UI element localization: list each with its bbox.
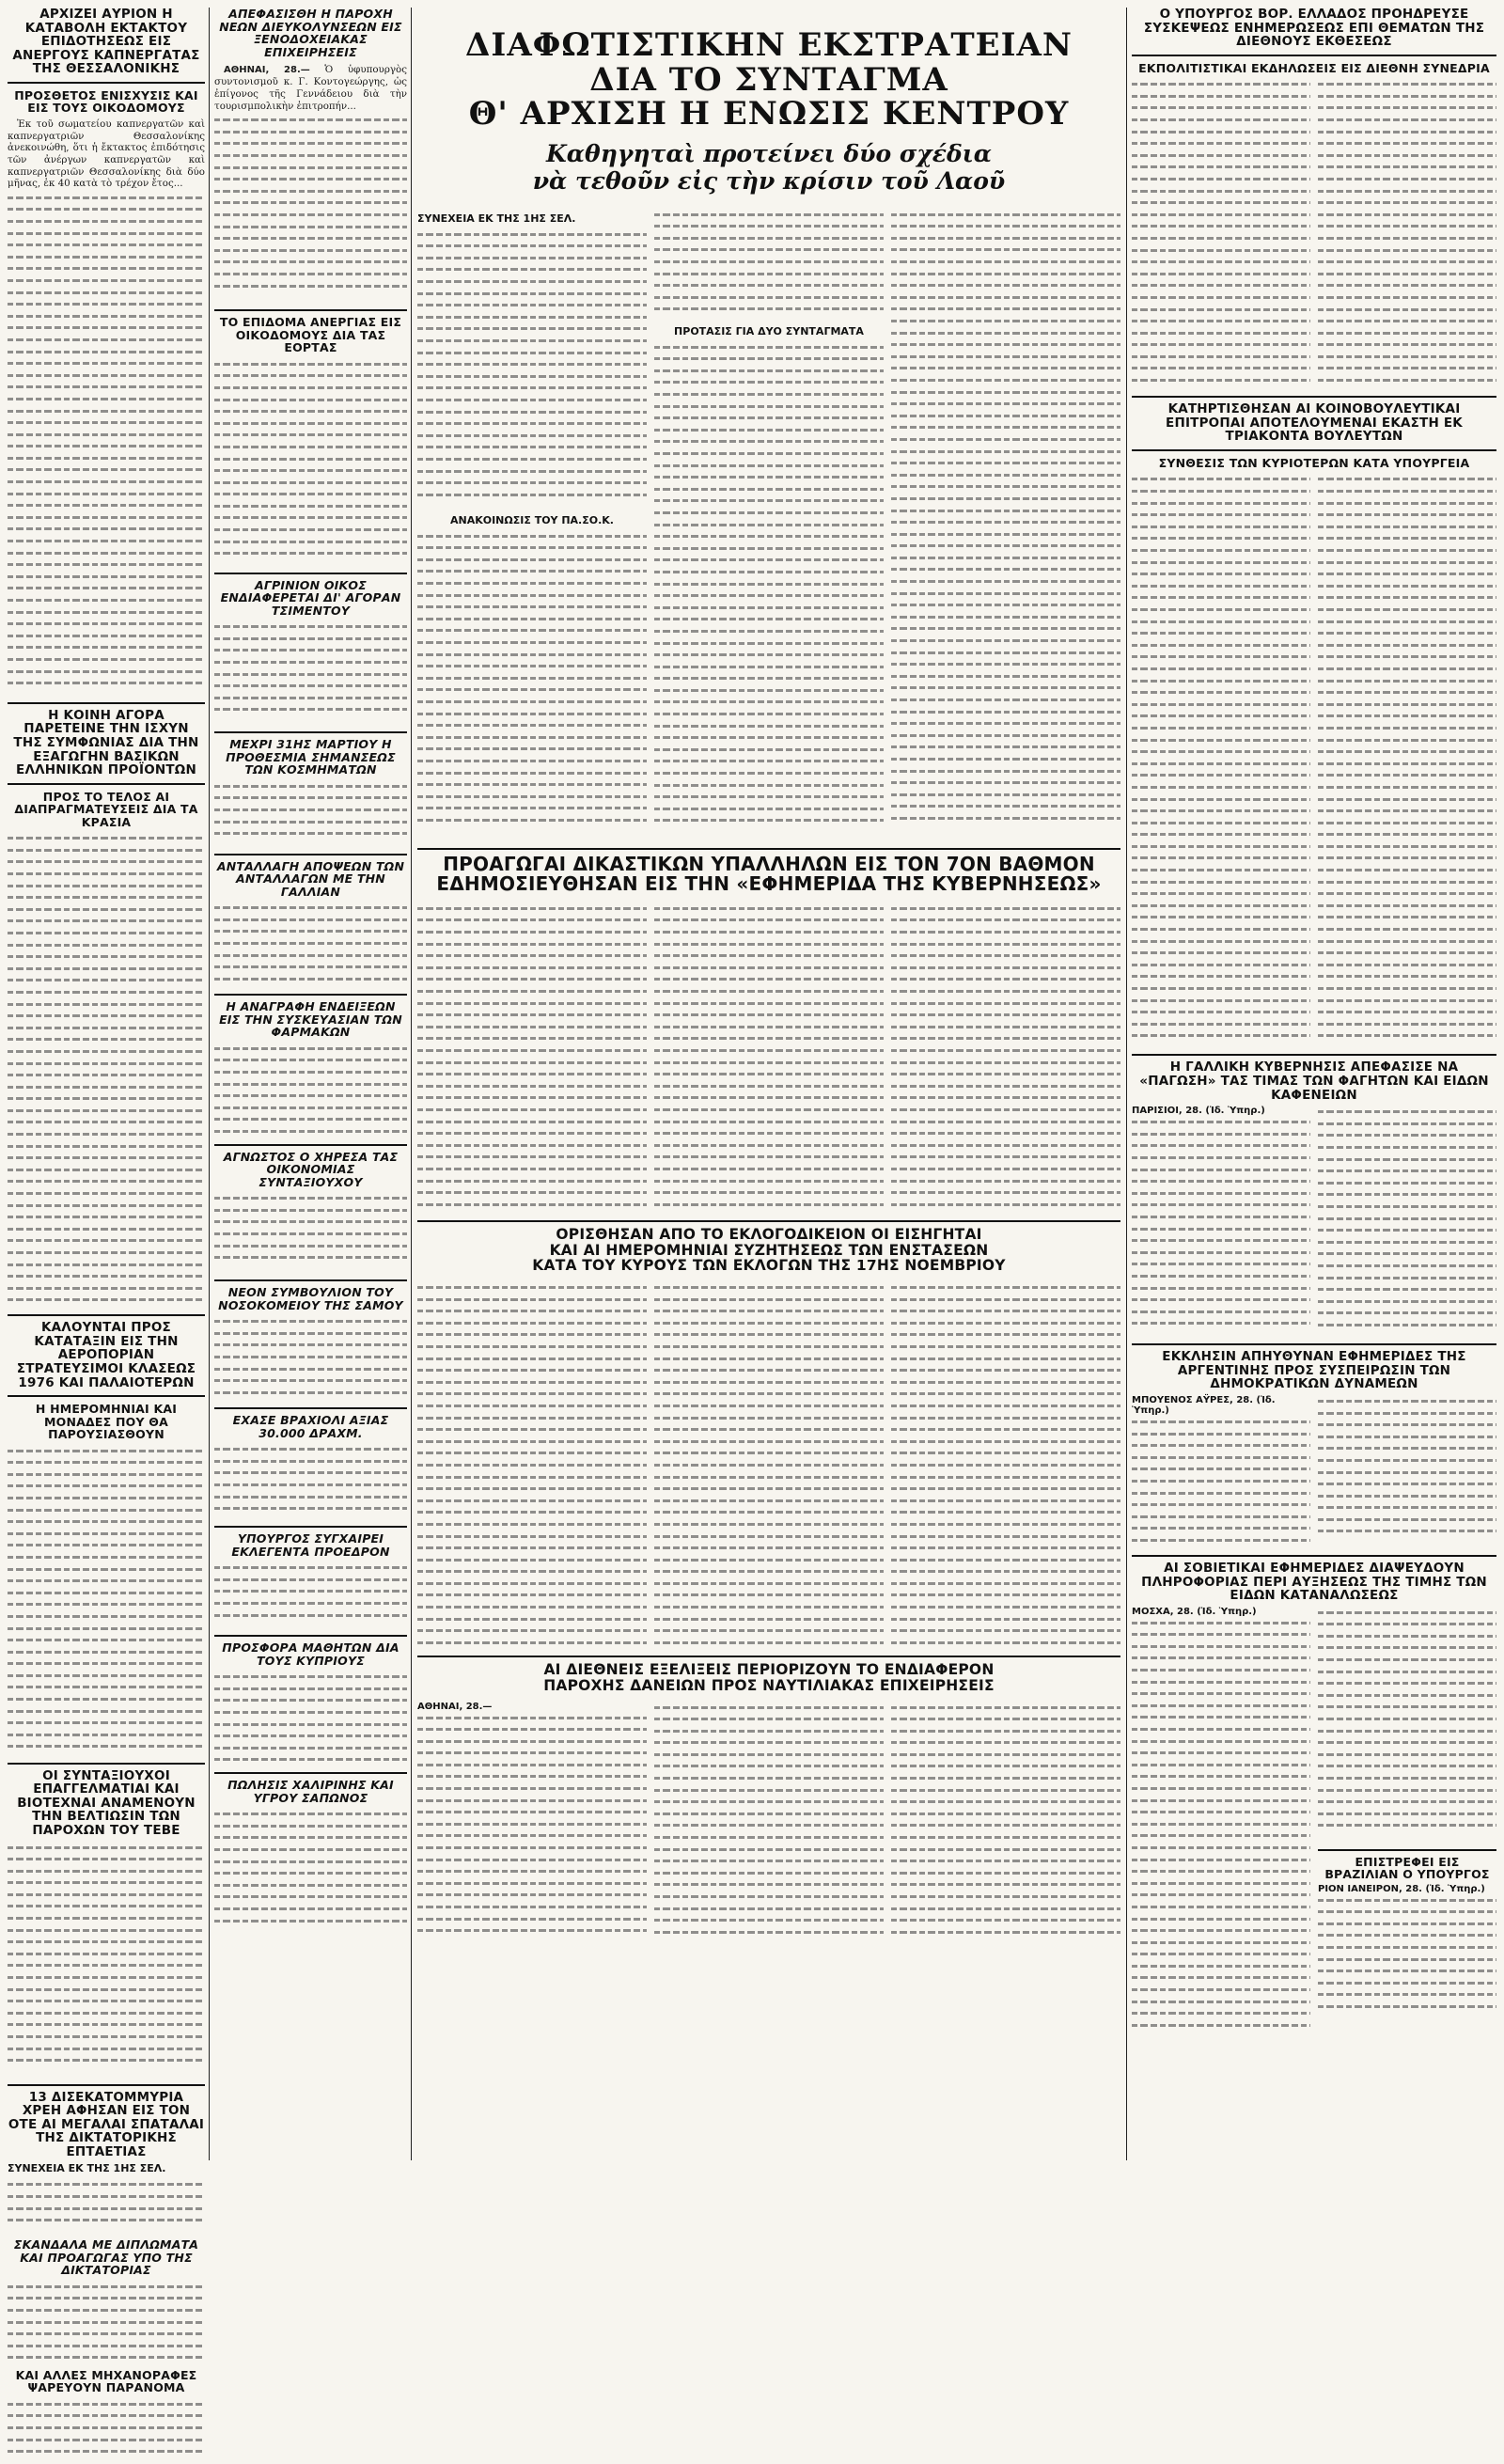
divider xyxy=(1132,449,1496,451)
article-text-columns xyxy=(417,902,1120,1213)
divider xyxy=(8,783,205,785)
article-block xyxy=(8,2084,205,2464)
column-rule xyxy=(411,8,412,2160)
article-text-columns xyxy=(417,1702,1120,1947)
article-text-columns xyxy=(1132,1106,1496,1336)
main-story-body xyxy=(417,209,1120,839)
article-block xyxy=(417,848,1120,1213)
article-headline: ΜΕΧΡΙ 31ΗΣ ΜΑΡΤΙΟΥ Η ΠΡΟΘΕΣΜΙΑ ΣΗΜΑΝΣΕΩΣ ΤΩΝ ΚΟΣΜΗΜΑΤΩΝ xyxy=(226,737,396,777)
article-block xyxy=(1132,396,1496,1046)
article-block xyxy=(214,1772,407,1930)
article-body-text xyxy=(417,902,647,1213)
column-rule xyxy=(209,8,210,2160)
article-subheadline: Η ΗΜΕΡΟΜΗΝΙΑΙ ΚΑΙ ΜΟΝΑΔΕΣ ΠΟΥ ΘΑ ΠΑΡΟΥΣΙΑΣΘΟΥΝ xyxy=(35,1402,178,1442)
article-text-columns xyxy=(417,1281,1120,1648)
article-block xyxy=(214,1279,407,1400)
article-headline: ΚΑΛΟΥΝΤΑΙ ΠΡΟΣ ΚΑΤΑΤΑΞΙΝ ΕΙΣ ΤΗΝ ΑΕΡΟΠΟΡΙΑΝ ΣΤΡΑΤΕΥΣΙΜΟΙ ΚΛΑΣΕΩΣ 1976 ΚΑΙ ΠΑΛΑΙΟΤΕΡΩΝ xyxy=(16,1320,196,1390)
article-block xyxy=(8,1763,205,2077)
article-headline: ΝΕΟΝ ΣΥΜΒΟΥΛΙΟΝ ΤΟΥ ΝΟΣΟΚΟΜΕΙΟΥ ΤΗΣ ΣΑΜΟΥ xyxy=(218,1285,403,1312)
article-body-text xyxy=(8,1842,205,2077)
article-body-text xyxy=(8,1445,205,1755)
article-body-text xyxy=(891,1281,1120,1648)
continuation-label: ΣΥΝΕΧΕΙΑ ΕΚ ΤΗΣ 1ΗΣ ΣΕΛ. xyxy=(8,2162,166,2175)
article-block xyxy=(8,702,205,1307)
article-subheadline: ΕΚΠΟΛΙΤΙΣΤΙΚΑΙ ΕΚΔΗΛΩΣΕΙΣ ΕΙΣ ΔΙΕΘΝΗ ΣΥΝΕΔΡΙΑ xyxy=(1138,60,1490,75)
article-text-columns xyxy=(1132,1395,1496,1547)
article-body-text xyxy=(1318,1607,1496,1842)
article-body-text xyxy=(654,1702,884,1946)
article-headline: ΑΓΝΩΣΤΟΣ Ο ΧΗΡΕΣΑ ΤΑΣ ΟΙΚΟΝΟΜΙΑΣ ΣΥΝΤΑΞΙΟΥΧΟΥ xyxy=(223,1149,399,1189)
article-headline: ΕΧΑΣΕ ΒΡΑΧΙΟΛΙ ΑΞΙΑΣ 30.000 ΔΡΑΧΜ. xyxy=(232,1413,389,1440)
column-1 xyxy=(8,7,205,2395)
article-subheadline: ΣΚΑΝΔΑΛΑ ΜΕ ΔΙΠΛΩΜΑΤΑ ΚΑΙ ΠΡΟΑΓΩΓΑΣ ΥΠΟ ΤΗΣ ΔΙΚΤΑΤΟΡΙΑΣ xyxy=(13,2237,199,2278)
article-block xyxy=(214,573,407,725)
article-body-text xyxy=(417,1281,647,1648)
article-body-text xyxy=(214,1043,407,1137)
dateline: ΡΙΟΝ ΙΑΝΕΙΡΟΝ, 28. (Ἰδ. Ὑπηρ.) xyxy=(1318,1883,1485,1894)
main-headline: ΔΙΑ ΤΟ ΣΥΝΤΑΓΜΑ xyxy=(589,60,948,99)
article-text-columns xyxy=(1132,473,1496,1046)
article-body-text xyxy=(8,2281,205,2365)
main-subheadline: νὰ τεθοῦν εἰς τὴν κρίσιν τοῦ Λαοῦ xyxy=(532,166,1006,195)
article-block xyxy=(214,854,407,987)
dateline: ΠΑΡΙΣΙΟΙ, 28. (Ἰδ. Ὑπηρ.) xyxy=(1132,1106,1265,1117)
newspaper-page xyxy=(8,7,1496,2395)
article-body-text xyxy=(214,902,407,986)
article-headline: ΑΝΤΑΛΛΑΓΗ ΑΠΟΨΕΩΝ ΤΩΝ ΑΝΤΑΛΛΑΓΩΝ ΜΕ ΤΗΝ ΓΑΛΛΙΑΝ xyxy=(216,858,405,899)
article-block xyxy=(214,1526,407,1627)
article-headline: ΠΡΟΑΓΩΓΑΙ ΔΙΚΑΣΤΙΚΩΝ ΥΠΑΛΛΗΛΩΝ ΕΙΣ ΤΟΝ 7ΟΝ ΒΑΘΜΟΝ xyxy=(443,852,1095,875)
article-subheadline: ΠΡΟΣΘΕΤΟΣ ΕΝΙΣΧΥΣΙΣ ΚΑΙ ΕΙΣ ΤΟΥΣ ΟΙΚΟΔΟΜΟΥΣ xyxy=(14,87,198,116)
article-headline: Ο ΥΠΟΥΡΓΟΣ ΒΟΡ. ΕΛΛΑΔΟΣ ΠΡΟΗΔΡΕΥΣΕ ΣΥΣΚΕΨΕΩΣ ΕΝΗΜΕΡΩΣΕΩΣ ΕΠΙ ΘΕΜΑΤΩΝ ΤΗΣ ΔΙΕΘΝΟΥΣ ΕΚΘΕΣΕΩΣ xyxy=(1143,7,1485,50)
article-block xyxy=(1132,1343,1496,1547)
dateline: ΑΘΗΝΑΙ, 28.— xyxy=(224,65,310,75)
article-body-text xyxy=(1318,473,1496,1046)
article-headline: ΟΡΙΣΘΗΣΑΝ ΑΠΟ ΤΟ ΕΚΛΟΓΟΔΙΚΕΙΟΝ ΟΙ ΕΙΣΗΓΗΤΑΙ xyxy=(556,1225,982,1243)
column-right xyxy=(1132,8,1496,2160)
article-headline: ΤΟ ΕΠΙΔΟΜΑ ΑΝΕΡΓΙΑΣ ΕΙΣ ΟΙΚΟΔΟΜΟΥΣ ΔΙΑ ΤΑΣ ΕΟΡΤΑΣ xyxy=(219,315,402,355)
dateline: ΜΟΣΧΑ, 28. (Ἰδ. Ὑπηρ.) xyxy=(1132,1606,1257,1617)
article-text-columns xyxy=(1132,1607,1496,2040)
article-body xyxy=(8,118,205,190)
article-body-text xyxy=(654,1281,884,1648)
article-body-text xyxy=(417,530,647,831)
article-body-text xyxy=(417,1712,647,1947)
article-subheadline: ΚΑΙ ΑΛΛΕΣ ΜΗΧΑΝΟΡΑΦΕΣ ΨΑΡΕΥΟΥΝ ΠΑΡΑΝΟΜΑ xyxy=(15,2367,197,2395)
article-body-text xyxy=(8,192,205,695)
article-headline: ΚΑΤΑ ΤΟΥ ΚΥΡΟΥΣ ΤΩΝ ΕΚΛΟΓΩΝ ΤΗΣ 17ΗΣ ΝΟΕΜΒΡΙΟΥ xyxy=(532,1257,1006,1275)
column-2 xyxy=(214,8,407,2160)
text-column xyxy=(1132,1395,1310,1547)
article-body-text xyxy=(8,2398,205,2464)
main-story-header xyxy=(417,8,1120,196)
divider xyxy=(1132,55,1496,56)
article-body xyxy=(214,64,407,112)
article-block xyxy=(417,1656,1120,1946)
article-block xyxy=(1318,1849,1496,2017)
article-headline: ΠΩΛΗΣΙΣ ΧΑΛΙΡΙΝΗΣ ΚΑΙ ΥΓΡΟΥ ΣΑΠΩΝΟΣ xyxy=(227,1778,394,1805)
text-column xyxy=(891,209,1120,839)
dateline: ΜΠΟΥΕΝΟΣ ΑΫΡΕΣ, 28. (Ἰδ. Ὑπηρ.) xyxy=(1132,1394,1276,1416)
main-headline: ΔΙΑΦΩΤΙΣΤΙΚΗΝ ΕΚΣΤΡΑΤΕΙΑΝ xyxy=(465,26,1073,64)
article-body-text xyxy=(214,1315,407,1400)
article-body-text xyxy=(1318,1395,1496,1541)
article-block xyxy=(8,1314,205,1754)
divider xyxy=(8,1395,205,1397)
article-block xyxy=(214,994,407,1137)
text-column xyxy=(417,1702,647,1947)
article-headline: Η ΓΑΛΛΙΚΗ ΚΥΒΕΡΝΗΣΙΣ ΑΠΕΦΑΣΙΣΕ ΝΑ «ΠΑΓΩΣΗ» ΤΑΣ ΤΙΜΑΣ ΤΩΝ ΦΑΓΗΤΩΝ ΚΑΙ ΕΙΔΩΝ ΚΑΦΕΝΕΙΩΝ xyxy=(1139,1059,1489,1103)
article-body-text xyxy=(214,620,407,724)
text-column xyxy=(417,209,647,839)
article-body-text xyxy=(1132,1416,1310,1547)
article-headline: ΑΓΡΙΝΙΟΝ ΟΙΚΟΣ ΕΝΔΙΑΦΕΡΕΤΑΙ ΔΙ' ΑΓΟΡΑΝ ΤΣΙΜΕΝΤΟΥ xyxy=(220,577,401,618)
article-body-text xyxy=(1132,473,1310,1046)
text-column xyxy=(654,209,884,839)
article-headline: ΕΠΙΣΤΡΕΦΕΙ ΕΙΣ ΒΡΑΖΙΛΙΑΝ Ο ΥΠΟΥΡΓΟΣ xyxy=(1324,1854,1490,1882)
text-column xyxy=(1132,1106,1310,1336)
article-paragraph: Ὁ ὑφυπουργὸς συντονισμοῦ κ. Γ. Κοντογεώργης, ὡς ἐπίγονος τῆς Γεννάδειου διὰ τὴν τουρισμπολικὴν ἐπιτροπήν... xyxy=(214,64,407,112)
article-body-text xyxy=(1318,1894,1496,2017)
article-headline: ΠΑΡΟΧΗΣ ΔΑΝΕΙΩΝ ΠΡΟΣ ΝΑΥΤΙΛΙΑΚΑΣ ΕΠΙΧΕΙΡΗΣΕΙΣ xyxy=(543,1676,995,1694)
article-body-text xyxy=(214,1671,407,1765)
article-headline: ΑΡΧΙΖΕΙ ΑΥΡΙΟΝ Η ΚΑΤΑΒΟΛΗ ΕΚΤΑΚΤΟΥ ΕΠΙΔΟΤΗΣΕΩΣ ΕΙΣ ΑΝΕΡΓΟΥΣ ΚΑΠΝΕΡΓΑΤΑΣ ΤΗΣ ΘΕΣΣΑΛΟΝΙΚΗΣ xyxy=(12,7,200,77)
article-body-text xyxy=(1132,1617,1310,2040)
article-subheadline: ΠΡΟΣ ΤΟ ΤΕΛΟΣ ΑΙ ΔΙΑΠΡΑΓΜΑΤΕΥΣΕΙΣ ΔΙΑ ΤΑ ΚΡΑΣΙΑ xyxy=(14,789,198,829)
divider xyxy=(8,82,205,84)
center-section xyxy=(417,8,1120,2160)
article-block xyxy=(1132,1054,1496,1336)
article-body-text xyxy=(1132,78,1310,388)
article-headline: ΚΑΙ ΑΙ ΗΜΕΡΟΜΗΝΙΑΙ ΣΥΖΗΤΗΣΕΩΣ ΤΩΝ ΕΝΣΤΑΣΕΩΝ xyxy=(549,1241,989,1259)
article-body-text xyxy=(214,1192,407,1272)
article-block xyxy=(214,1635,407,1765)
article-body-text xyxy=(214,1443,407,1518)
article-subheadline: ΣΥΝΘΕΣΙΣ ΤΩΝ ΚΥΡΙΟΤΕΡΩΝ ΚΑΤΑ ΥΠΟΥΡΓΕΙΑ xyxy=(1158,455,1470,470)
section-subhead: ΑΝΑΚΟΙΝΩΣΙΣ ΤΟΥ ΠΑ.ΣΟ.Κ. xyxy=(449,513,614,526)
article-body-text xyxy=(1318,78,1496,388)
article-headline: ΟΙ ΣΥΝΤΑΞΙΟΥΧΟΙ ΕΠΑΓΓΕΛΜΑΤΙΑΙ ΚΑΙ ΒΙΟΤΕΧΝΑΙ ΑΝΑΜΕΝΟΥΝ ΤΗΝ ΒΕΛΤΙΩΣΙΝ ΤΩΝ ΠΑΡΟΧΩΝ ΤΟΥ ΤΕΒΕ xyxy=(17,1767,196,1838)
article-body-text xyxy=(417,228,647,510)
article-body-text xyxy=(891,902,1120,1213)
article-block xyxy=(417,1220,1120,1648)
article-body-text xyxy=(8,832,205,1307)
article-paragraph: Ἐκ τοῦ σωματείου καπνεργατῶν καὶ καπνεργατριῶν Θεσσαλονίκης ἀνεκοινώθη, ὅτι ἡ ἔκτακτος ἐπιδότησις τῶν ἀνέργων καπνεργατῶν καὶ καπνεργατριῶν Θεσσαλονίκης διὰ δύο μῆνας, ἐκ 40 κατὰ τὸ τρέχον ἔτος... xyxy=(8,118,205,190)
article-headline: ΑΠΕΦΑΣΙΣΘΗ Η ΠΑΡΟΧΗ ΝΕΩΝ ΔΙΕΥΚΟΛΥΝΣΕΩΝ ΕΙΣ ΞΕΝΟΔΟΧΕΙΑΚΑΣ ΕΠΙΧΕΙΡΗΣΕΙΣ xyxy=(219,7,402,59)
article-headline: ΕΔΗΜΟΣΙΕΥΘΗΣΑΝ ΕΙΣ ΤΗΝ «ΕΦΗΜΕΡΙΔΑ ΤΗΣ ΚΥΒΕΡΝΗΣΕΩΣ» xyxy=(436,872,1102,896)
article-body-text xyxy=(214,114,407,302)
main-subheadline: Καθηγηταὶ προτείνει δύο σχέδια xyxy=(546,140,992,168)
article-body-text xyxy=(214,358,407,565)
article-block xyxy=(214,731,407,846)
article-headline: Η ΑΝΑΓΡΑΦΗ ΕΝΔΕΙΞΕΩΝ ΕΙΣ ΤΗΝ ΣΥΣΚΕΥΑΣΙΑΝ ΤΩΝ ΦΑΡΜΑΚΩΝ xyxy=(219,999,402,1040)
text-column xyxy=(1132,1607,1310,2040)
article-headline: ΚΑΤΗΡΤΙΣΘΗΣΑΝ ΑΙ ΚΟΙΝΟΒΟΥΛΕΥΤΙΚΑΙ ΕΠΙΤΡΟΠΑΙ ΑΠΟΤΕΛΟΥΜΕΝΑΙ ΕΚΑΣΤΗ ΕΚ ΤΡΙΑΚΟΝΤΑ ΒΟΥΛΕΥΤΩΝ xyxy=(1166,401,1463,445)
article-body-text xyxy=(214,1808,407,1930)
article-body-text xyxy=(214,1562,407,1627)
article-headline: 13 ΔΙΣΕΚΑΤΟΜΜΥΡΙΑ ΧΡΕΗ ΑΦΗΣΑΝ ΕΙΣ ΤΟΝ ΟΤΕ ΑΙ ΜΕΓΑΛΑΙ ΣΠΑΤΑΛΑΙ ΤΗΣ ΔΙΚΤΑΤΟΡΙΚΗΣ ΕΠΤΑΕΤΙΑΣ xyxy=(8,2089,205,2159)
article-headline: Η ΚΟΙΝΗ ΑΓΟΡΑ ΠΑΡΕΤΕΙΝΕ ΤΗΝ ΙΣΧΥΝ ΤΗΣ ΣΥΜΦΩΝΙΑΣ ΔΙΑ ΤΗΝ ΕΞΑΓΩΓΗΝ ΒΑΣΙΚΩΝ ΕΛΛΗΝΙΚΩΝ ΠΡΟΪΟΝΤΩΝ xyxy=(13,707,199,778)
main-headline: Θ' ΑΡΧΙΣΗ Η ΕΝΩΣΙΣ ΚΕΝΤΡΟΥ xyxy=(468,95,1070,133)
text-column xyxy=(1318,1607,1496,2040)
article-body-text xyxy=(214,780,407,846)
dateline: ΑΘΗΝΑΙ, 28.— xyxy=(417,1701,493,1712)
article-headline: ΠΡΟΣΦΟΡΑ ΜΑΘΗΤΩΝ ΔΙΑ ΤΟΥΣ ΚΥΠΡΙΟΥΣ xyxy=(222,1640,400,1668)
article-body-text xyxy=(891,1702,1120,1946)
article-body-text xyxy=(891,209,1120,839)
article-text-columns xyxy=(1132,78,1496,388)
article-headline: ΑΙ ΣΟΒΙΕΤΙΚΑΙ ΕΦΗΜΕΡΙΔΕΣ ΔΙΑΨΕΥΔΟΥΝ ΠΛΗΡΟΦΟΡΙΑΣ ΠΕΡΙ ΑΥΞΗΣΕΩΣ ΤΗΣ ΤΙΜΗΣ ΤΩΝ ΕΙΔΩΝ ΚΑΤΑΝΑΛΩΣΕΩΣ xyxy=(1141,1560,1487,1604)
article-body-text xyxy=(8,2178,205,2235)
continuation-label: ΣΥΝΕΧΕΙΑ ΕΚ ΤΗΣ 1ΗΣ ΣΕΛ. xyxy=(417,212,576,225)
article-headline: ΥΠΟΥΡΓΟΣ ΣΥΓΧΑΙΡΕΙ ΕΚΛΕΓΕΝΤΑ ΠΡΟΕΔΡΟΝ xyxy=(231,1531,390,1559)
column-rule xyxy=(1126,8,1127,2160)
article-block xyxy=(214,309,407,565)
article-body-text xyxy=(654,341,884,830)
article-body-text xyxy=(1132,1116,1310,1332)
article-body-text xyxy=(1318,1106,1496,1336)
section-subhead: ΠΡΟΤΑΣΙΣ ΓΙΑ ΔΥΟ ΣΥΝΤΑΓΜΑΤΑ xyxy=(674,324,864,337)
article-block xyxy=(214,1144,407,1273)
article-headline: ΕΚΚΛΗΣΙΝ ΑΠΗΥΘΥΝΑΝ ΕΦΗΜΕΡΙΔΕΣ ΤΗΣ ΑΡΓΕΝΤΙΝΗΣ ΠΡΟΣ ΣΥΣΠΕΙΡΩΣΙΝ ΤΩΝ ΔΗΜΟΚΡΑΤΙΚΩΝ ΔΥΝΑΜΕΩΝ xyxy=(1162,1349,1466,1392)
article-block xyxy=(214,1407,407,1518)
article-block xyxy=(1132,1555,1496,2040)
article-body-text xyxy=(654,209,884,322)
article-headline: ΑΙ ΔΙΕΘΝΕΙΣ ΕΞΕΛΙΞΕΙΣ ΠΕΡΙΟΡΙΖΟΥΝ ΤΟ ΕΝΔΙΑΦΕΡΟΝ xyxy=(543,1661,995,1679)
article-body-text xyxy=(654,902,884,1213)
